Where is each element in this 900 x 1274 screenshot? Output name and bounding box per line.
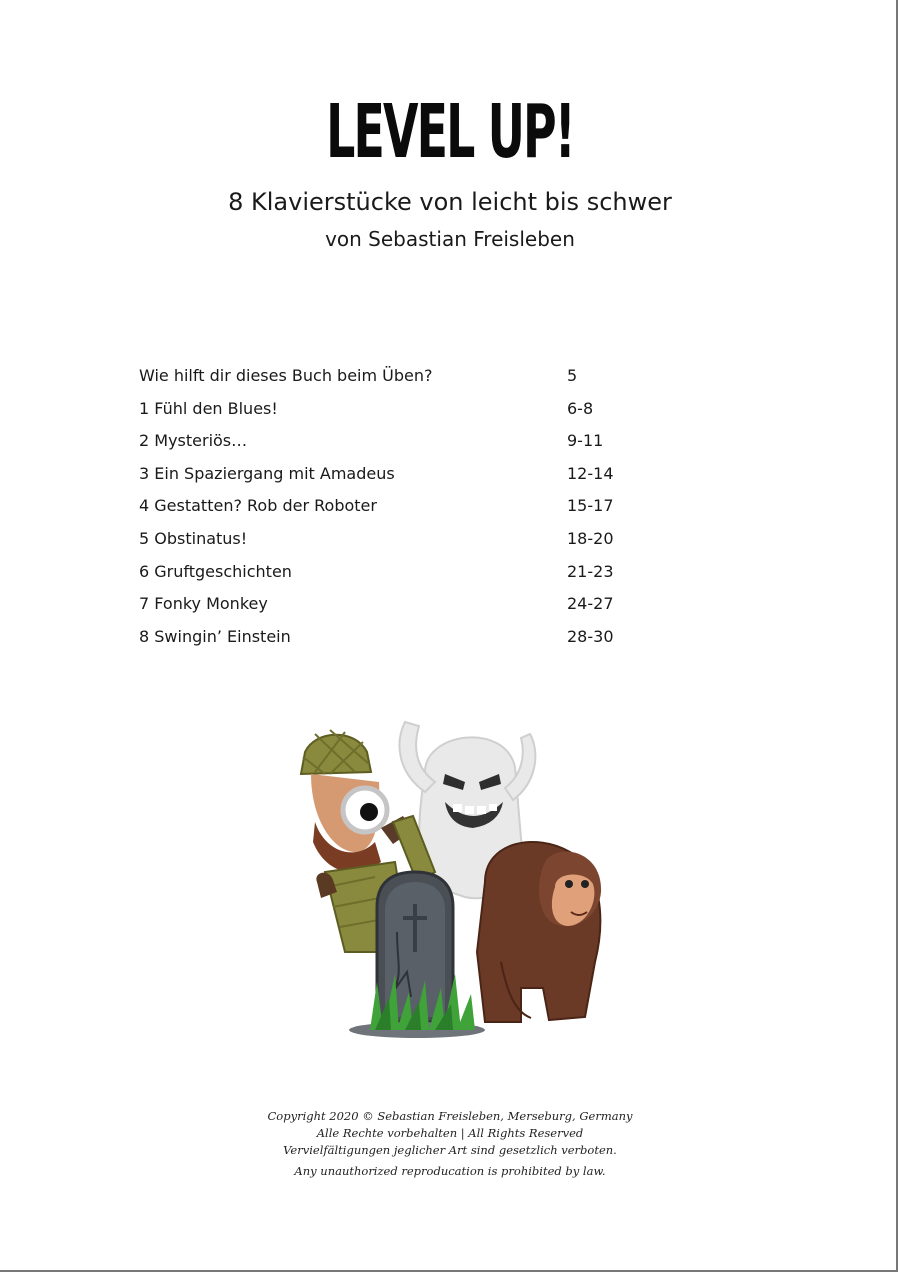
book-title: LEVEL UP! [326,89,574,175]
toc-entry-pages: 6-8 [567,398,594,418]
gorilla-icon [477,842,601,1022]
toc-entry-title: 5 Obstinatus! [139,528,248,548]
toc-entry-pages: 9-11 [567,431,604,451]
toc-row [139,458,639,491]
toc-row [139,490,639,523]
toc-entry-title: 6 Gruftgeschichten [139,561,292,581]
toc-row [139,523,639,556]
toc-entry-title: 8 Swingin’ Einstein [139,626,291,646]
rights-line: Alle Rechte vorbehalten | All Rights Reserved [316,1126,584,1140]
toc-row [139,588,639,621]
toc-row [139,360,639,393]
toc-entry-pages: 28-30 [567,626,614,646]
reproduction-warning-de: Vervielfältigungen jeglicher Art sind gesetzlich verboten. [283,1143,617,1157]
toc-entry-pages: 5 [567,366,578,385]
toc-row [139,556,639,589]
toc-entry-title: 1 Fühl den Blues! [139,398,278,418]
toc-entry-title: 3 Ein Spaziergang mit Amadeus [139,463,395,483]
book-subtitle: 8 Klavierstücke von leicht bis schwer [228,188,672,216]
copyright-line: Copyright 2020 © Sebastian Freisleben, Merseburg, Germany [267,1109,633,1123]
toc-entry-pages: 21-23 [567,561,614,581]
cover-illustration [285,712,625,1044]
toc-entry-pages: 15-17 [567,496,614,516]
toc-entry-pages: 24-27 [567,594,614,614]
toc-entry-title: 2 Mysteriös… [139,431,248,451]
table-of-contents [139,360,639,653]
toc-entry-title: Wie hilft dir dieses Buch beim Üben? [139,366,433,385]
toc-entry-title: 4 Gestatten? Rob der Roboter [139,496,377,516]
toc-entry-title: 7 Fonky Monkey [139,594,268,614]
book-author: von Sebastian Freisleben [325,227,575,251]
toc-entry-pages: 18-20 [567,528,614,548]
toc-entry-pages: 12-14 [567,463,614,483]
reproduction-warning-en: Any unauthorized reproducation is prohibited by law. [294,1164,606,1178]
toc-row [139,393,639,426]
toc-row [139,621,639,654]
toc-row [139,425,639,458]
copyright-notice [0,1108,900,1180]
